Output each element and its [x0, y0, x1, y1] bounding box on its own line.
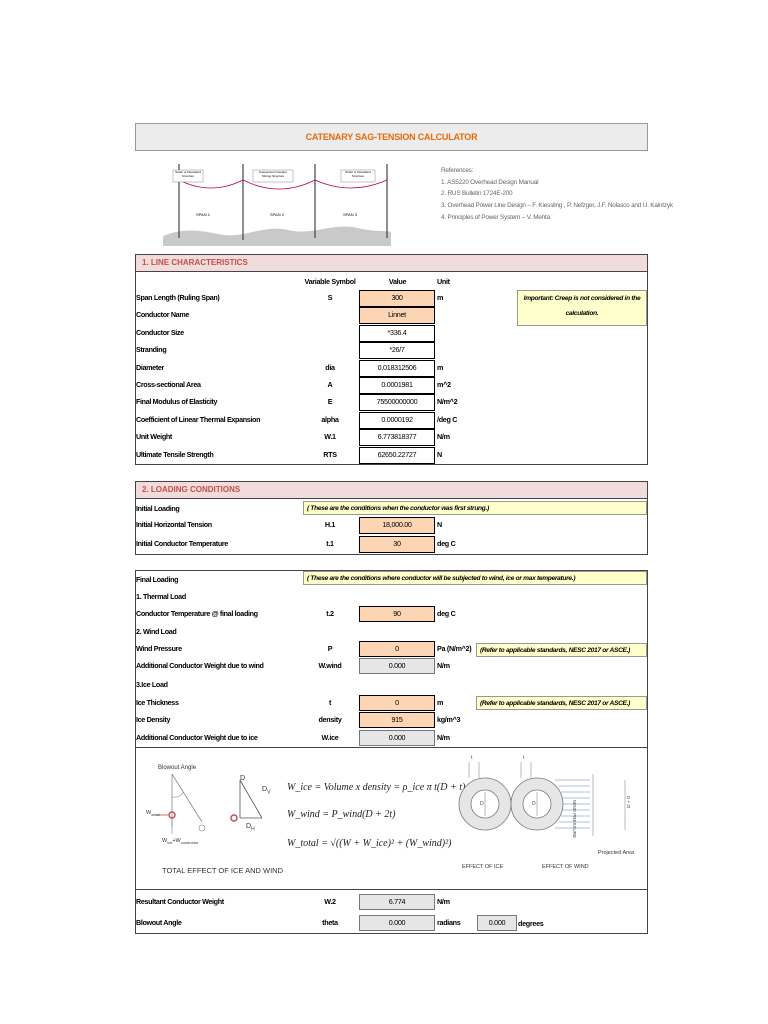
ice-wind-rings-figure	[455, 752, 645, 862]
span-2-label: SPAN 2	[270, 212, 284, 217]
row-symbol: t.1	[326, 539, 334, 548]
ice-thickness-label-2: t	[523, 755, 525, 761]
caption-ice-and-wind: TOTAL EFFECT OF ICE AND WIND	[162, 866, 283, 875]
row-label: Stranding	[136, 345, 167, 355]
dh-subscript: H	[251, 826, 255, 833]
w-wind-label	[146, 810, 159, 817]
row-unit: N/m	[437, 661, 450, 670]
reference-item: 3. Overhead Power Line Design – F. Kiessling , P. Nefzger, J.F. Nolasco and U. Kaintzyk	[441, 202, 673, 210]
row-symbol: t	[328, 698, 332, 707]
section-header-line-characteristics: 1. LINE CHARACTERISTICS	[136, 255, 647, 272]
dv-label	[262, 786, 270, 795]
span-1-label: SPAN 1	[196, 212, 210, 217]
row-label: Unit Weight	[136, 432, 172, 442]
row-label: Diameter	[136, 362, 164, 372]
row-value-cell[interactable]: 915	[359, 712, 435, 728]
diagram-box-1-label: Strain or Dead-End Structure	[175, 170, 201, 178]
ice-thickness-label-1: t	[471, 755, 473, 761]
row-value-cell[interactable]: 0	[359, 695, 435, 711]
row-value-cell[interactable]: Linnet	[359, 307, 435, 324]
row-label: Ice Thickness	[136, 698, 179, 707]
equation-w-total: W_total = √((W + W_ice)² + (W_wind)²)	[287, 838, 452, 849]
row-unit: m	[437, 293, 444, 302]
initial-loading-note: ( These are the conditions when the conductor was first strung.)	[303, 501, 647, 515]
row-value-cell: 0.018312506	[359, 360, 435, 377]
equation-w-wind: W_wind = P_wind(D + 2t)	[287, 809, 396, 820]
row-unit: N	[437, 520, 442, 529]
d-label: D	[240, 775, 246, 782]
row-label: Conductor Name	[136, 310, 190, 320]
row-unit: m	[437, 362, 444, 372]
row-label: Conductor Size	[136, 327, 184, 337]
row-label: Initial Horizontal Tension	[136, 520, 212, 529]
row-unit: m^2	[437, 380, 451, 389]
row-value-cell: 0.0001981	[359, 377, 435, 394]
reference-item: 1. AS5220 Overhead Design Manual	[441, 178, 539, 186]
row-symbol: S	[327, 293, 333, 302]
row-value-cell: 6.774	[359, 894, 435, 910]
row-unit: N/m	[437, 733, 450, 742]
creep-note-line-1: Important: Creep is not considered in the	[523, 295, 641, 302]
initial-loading-label: Initial Loading	[136, 504, 180, 513]
row-symbol: H.1	[324, 520, 336, 529]
row-value-cell: 75500000000	[359, 394, 435, 411]
row-label: Cross-sectional Area	[136, 380, 201, 389]
figure-bottom-divider	[135, 889, 648, 890]
span-3-label: SPAN 3	[343, 212, 357, 217]
row-unit: N	[437, 449, 442, 459]
section-header-loading-conditions: 2. LOADING CONDITIONS	[136, 482, 647, 499]
diagram-box-3-label: Strain or Dead-End Structure	[345, 170, 371, 178]
row-unit: Pa (N/m^2)	[437, 644, 472, 653]
ice-load-label: 3.Ice Load	[136, 680, 168, 689]
reference-item: 4. Principles of Power System – V. Mehta	[441, 213, 550, 221]
row-value-cell[interactable]: 300	[359, 290, 435, 307]
row-value-cell: 62650.22727	[359, 447, 435, 464]
row-value-cell[interactable]: 18,000.00	[359, 517, 435, 534]
creep-note-line-2: calculation.	[565, 310, 599, 317]
creep-note	[517, 290, 647, 326]
row-value-cell[interactable]: 0	[359, 641, 435, 657]
row-label: Initial Conductor Temperature	[136, 539, 228, 548]
caption-effect-of-wind: EFFECT OF WIND	[542, 864, 589, 870]
row-label: Ultimate Tensile Strength	[136, 449, 214, 459]
wind-load-label: 2. Wind Load	[136, 627, 177, 636]
row-unit: kg/m^3	[437, 715, 461, 724]
row-value-cell: 0.000	[359, 658, 435, 674]
ice-standards-note: (Refer to applicable standards, NESC 2017 or ASCE.)	[476, 696, 647, 710]
row-unit: m	[437, 698, 444, 707]
row-unit: N/m^2	[437, 397, 458, 407]
projected-area-label: Projected Area	[598, 850, 635, 856]
diagram-box-2-label: Suspension Insulator Strings Structure	[258, 170, 288, 178]
dh-symbol: D	[246, 823, 252, 830]
row-value-cell: 0.000	[359, 915, 435, 931]
w-ice-symbol: W	[162, 838, 168, 844]
row-symbol: t.2	[326, 609, 334, 618]
dh-label	[246, 823, 255, 832]
row-value-cell: *336.4	[359, 325, 435, 342]
row-label: Blowout Angle	[136, 918, 182, 927]
row-value-cell: 6.773818377	[359, 429, 435, 446]
figure-top-divider	[135, 747, 648, 748]
row-value-cell: 0.000	[359, 730, 435, 746]
row-label: Ice Density	[136, 715, 171, 724]
references-heading: References:	[441, 167, 474, 174]
row-symbol: W.ice	[321, 733, 339, 742]
row-symbol: RTS	[323, 449, 337, 459]
ring-diameter-label-1: D	[480, 801, 484, 807]
row-unit: deg C	[437, 609, 456, 618]
blowout-angle-label: Blowout Angle	[158, 765, 197, 771]
row-symbol: theta	[322, 918, 338, 927]
wind-standards-note: (Refer to applicable standards, NESC 2017 or ASCE.)	[476, 643, 647, 657]
row-symbol: P	[327, 644, 333, 653]
d-plus-2t-label: D + 2t	[626, 796, 631, 809]
w-wind-subscript: wind	[151, 812, 160, 818]
equation-w-ice: W_ice = Volume x density = ρ_ice π t(D + t)	[287, 782, 466, 793]
page-title: CATENARY SAG-TENSION CALCULATOR	[135, 123, 648, 151]
row-symbol: A	[327, 380, 333, 389]
row-label: Additional Conductor Weight due to ice	[136, 733, 258, 742]
ring-diameter-label-2: D	[532, 801, 536, 807]
col-header-unit: Unit	[437, 277, 450, 286]
row-label: Resultant Conductor Weight	[136, 897, 224, 906]
row-unit: /deg C	[437, 414, 458, 424]
references	[441, 165, 673, 224]
row-unit: radians	[437, 918, 461, 927]
final-loading-label: Final Loading	[136, 575, 179, 584]
row-unit: N/m	[437, 897, 450, 906]
row-symbol: W.2	[324, 897, 336, 906]
row-symbol: alpha	[321, 414, 339, 424]
col-header-symbol: Variable Symbol	[304, 277, 356, 286]
caption-effect-of-ice: EFFECT OF ICE	[462, 864, 504, 870]
w-ice-subscript: ice	[167, 840, 173, 846]
thermal-load-label: 1. Thermal Load	[136, 592, 186, 601]
row-value-cell: 0.0000192	[359, 412, 435, 429]
row-label: Conductor Temperature @ final loading	[136, 609, 258, 618]
row-symbol: density	[318, 715, 342, 724]
row-value-cell: *26/7	[359, 342, 435, 359]
row-value-cell[interactable]: 90	[359, 606, 435, 622]
row-label: Wind Pressure	[136, 644, 182, 653]
row-label: Final Modulus of Elasticity	[136, 397, 218, 407]
row-symbol: W.wind	[318, 661, 342, 670]
row-label: Additional Conductor Weight due to wind	[136, 661, 264, 670]
row-label: Coefficient of Linear Thermal Expansion	[136, 414, 261, 424]
row-label: Span Length (Ruling Span)	[136, 293, 220, 302]
w-conductor-subscript: conductor	[180, 840, 199, 846]
degrees-unit: degrees	[518, 919, 544, 928]
reference-item: 2. RUS Bulletin 1724E-200	[441, 190, 513, 198]
col-header-value: Value	[388, 277, 407, 286]
degrees-value-cell: 0.000	[477, 915, 517, 931]
row-unit: deg C	[437, 539, 456, 548]
dv-symbol: D	[262, 786, 268, 793]
wind-pressure-figure-label: WIND PRESSURE	[572, 800, 577, 839]
row-value-cell[interactable]: 30	[359, 536, 435, 553]
row-symbol: E	[327, 397, 333, 407]
row-unit: N/m	[437, 432, 450, 442]
w-ice-conductor-label: $W_{ice}+W_{conductor}$	[162, 838, 199, 846]
row-symbol: dia	[325, 362, 335, 372]
row-symbol: W.1	[324, 432, 336, 442]
final-loading-note: ( These are the conditions where conductor will be subjected to wind, ice or max temperature.)	[303, 571, 647, 585]
w-wind-symbol: W	[146, 810, 152, 816]
dv-subscript: V	[267, 789, 271, 796]
